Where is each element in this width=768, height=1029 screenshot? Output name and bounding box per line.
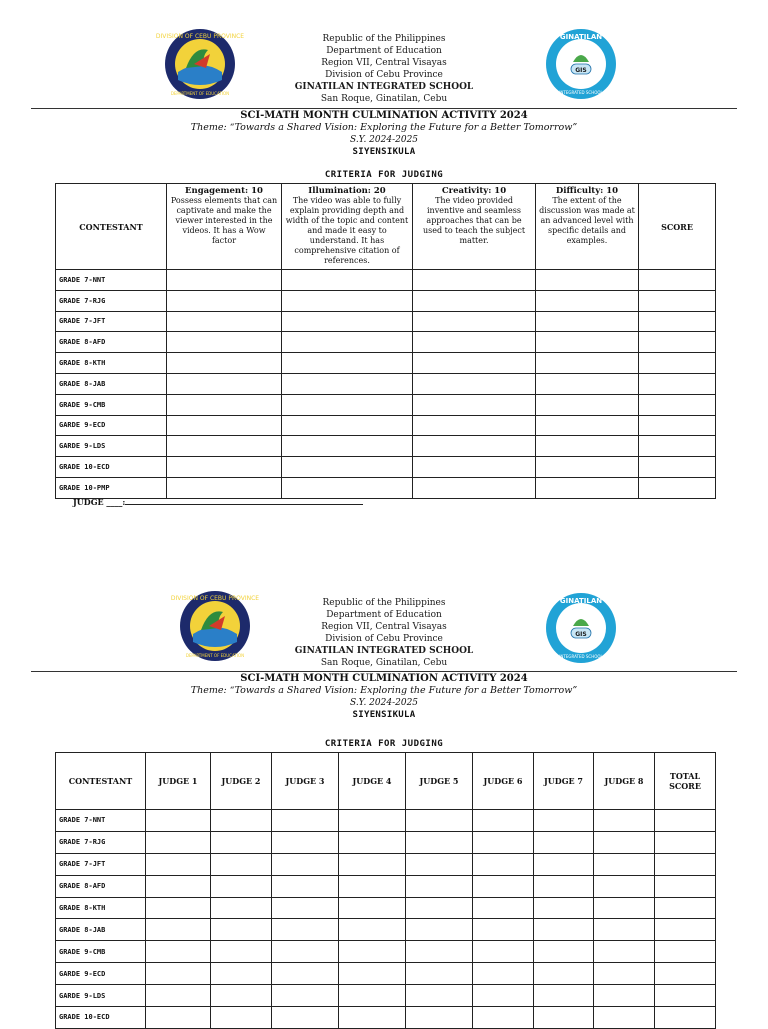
- score-cell[interactable]: [534, 963, 594, 985]
- judge-header: JUDGE 7: [534, 753, 594, 810]
- score-cell[interactable]: [167, 415, 282, 436]
- score-cell[interactable]: [282, 457, 413, 478]
- score-cell[interactable]: [167, 373, 282, 394]
- score-cell[interactable]: [272, 985, 339, 1007]
- table-row: [56, 415, 716, 436]
- score-cell[interactable]: [211, 963, 272, 985]
- score-cell[interactable]: [413, 373, 536, 394]
- score-cell[interactable]: [413, 290, 536, 311]
- score-cell[interactable]: [639, 290, 716, 311]
- score-cell[interactable]: [272, 897, 339, 919]
- contestant-label: GRADE 7-JFT: [56, 311, 167, 332]
- score-cell[interactable]: [339, 831, 406, 853]
- score-cell[interactable]: [534, 810, 594, 832]
- header-region: Region VII, Central Visayas: [321, 622, 447, 632]
- score-cell[interactable]: [272, 1007, 339, 1029]
- score-cell[interactable]: [655, 941, 716, 963]
- score-cell[interactable]: [272, 941, 339, 963]
- score-cell[interactable]: [534, 853, 594, 875]
- score-cell[interactable]: [339, 963, 406, 985]
- score-cell[interactable]: [282, 290, 413, 311]
- right-logo-bottom-text: INTEGRATED SCHOOL: [559, 90, 603, 95]
- score-cell[interactable]: [594, 853, 655, 875]
- score-cell[interactable]: [211, 853, 272, 875]
- score-cell[interactable]: [536, 477, 639, 498]
- table-row: [56, 457, 716, 478]
- table-row: [56, 290, 716, 311]
- score-cell[interactable]: [639, 415, 716, 436]
- score-cell[interactable]: [339, 897, 406, 919]
- score-cell[interactable]: [146, 810, 211, 832]
- score-cell[interactable]: [639, 394, 716, 415]
- contestant-label: GRADE 10-PMP: [56, 477, 167, 498]
- score-cell[interactable]: [339, 810, 406, 832]
- contestant-header: CONTESTANT: [56, 753, 146, 810]
- score-cell[interactable]: [406, 875, 473, 897]
- score-cell[interactable]: [282, 270, 413, 291]
- event-title: SCI-MATH MONTH CULMINATION ACTIVITY 2024: [240, 673, 528, 684]
- score-cell[interactable]: [534, 875, 594, 897]
- score-cell[interactable]: [146, 963, 211, 985]
- contestant-label: GRADE 7-JFT: [56, 853, 146, 875]
- score-cell[interactable]: [146, 831, 211, 853]
- score-cell[interactable]: [146, 853, 211, 875]
- header-republic: Republic of the Philippines: [322, 34, 446, 44]
- score-cell[interactable]: [167, 270, 282, 291]
- total-score-header: TOTAL SCORE: [655, 753, 716, 810]
- score-header: SCORE: [639, 184, 716, 270]
- score-cell[interactable]: [413, 436, 536, 457]
- header-address-block: [0, 33, 768, 105]
- judge-header: JUDGE 1: [146, 753, 211, 810]
- score-cell[interactable]: [406, 985, 473, 1007]
- score-cell[interactable]: [655, 897, 716, 919]
- score-cell[interactable]: [406, 831, 473, 853]
- table-row: [56, 436, 716, 457]
- contestant-label: GRADE 8-JAB: [56, 919, 146, 941]
- score-cell[interactable]: [536, 332, 639, 353]
- score-cell[interactable]: [272, 963, 339, 985]
- criteria-heading: CRITERIA FOR JUDGING: [324, 170, 444, 180]
- sheet2-title-block: [0, 673, 768, 721]
- header-deped: Department of Education: [326, 46, 442, 56]
- school-year: S.Y. 2024-2025: [349, 698, 419, 708]
- table-row: [56, 1007, 716, 1029]
- score-cell[interactable]: [167, 436, 282, 457]
- score-cell[interactable]: [536, 457, 639, 478]
- contestant-label: GARDE 9-LDS: [56, 985, 146, 1007]
- score-cell[interactable]: [639, 332, 716, 353]
- score-cell[interactable]: [639, 353, 716, 374]
- score-cell[interactable]: [639, 270, 716, 291]
- score-cell[interactable]: [339, 985, 406, 1007]
- judge-header: JUDGE 6: [473, 753, 534, 810]
- event-title: SCI-MATH MONTH CULMINATION ACTIVITY 2024: [240, 110, 528, 121]
- table-row: [56, 332, 716, 353]
- score-cell[interactable]: [473, 1007, 534, 1029]
- score-cell[interactable]: [594, 897, 655, 919]
- header-division: Division of Cebu Province: [325, 634, 443, 644]
- score-cell[interactable]: [167, 290, 282, 311]
- table-row: [56, 831, 716, 853]
- header-republic: Republic of the Philippines: [322, 598, 446, 608]
- score-cell[interactable]: [534, 1007, 594, 1029]
- contestant-label: GRADE 8-AFD: [56, 332, 167, 353]
- score-cell[interactable]: [655, 831, 716, 853]
- score-cell[interactable]: [146, 1007, 211, 1029]
- score-cell[interactable]: [167, 457, 282, 478]
- judge-name-field[interactable]: [125, 497, 363, 505]
- score-cell[interactable]: [339, 941, 406, 963]
- right-logo-bottom-text: INTEGRATED SCHOOL: [559, 654, 603, 659]
- score-cell[interactable]: [282, 436, 413, 457]
- score-cell[interactable]: [639, 373, 716, 394]
- score-cell[interactable]: [655, 985, 716, 1007]
- score-cell[interactable]: [272, 853, 339, 875]
- score-cell[interactable]: [639, 436, 716, 457]
- judge-label: JUDGE ____:: [73, 497, 126, 507]
- criterion-creativity: Creativity: 10 The video provided inventive and seamless approaches that can be used to teach the subject matter.: [413, 184, 536, 270]
- theme-text: Theme: “Towards a Shared Vision: Exploring the Future for a Better Tomorrow”: [190, 685, 578, 696]
- criterion-illumination: Illumination: 20 The video was able to fully explain providing depth and width of the topic and content and made it easy to understand. It has comprehensive citation of references.: [282, 184, 413, 270]
- score-cell[interactable]: [534, 919, 594, 941]
- contestant-label: GRADE 7-RJG: [56, 831, 146, 853]
- criterion-engagement: Engagement: 10 Possess elements that can captivate and make the viewer interested in the videos. It has a Wow factor: [167, 184, 282, 270]
- left-logo-top-text: DIVISION OF CEBU PROVINCE: [155, 33, 245, 40]
- score-cell[interactable]: [413, 394, 536, 415]
- score-cell[interactable]: [639, 457, 716, 478]
- score-cell[interactable]: [339, 919, 406, 941]
- score-cell[interactable]: [594, 1007, 655, 1029]
- score-cell[interactable]: [406, 1007, 473, 1029]
- header-region: Region VII, Central Visayas: [321, 58, 447, 68]
- score-cell[interactable]: [536, 311, 639, 332]
- score-cell[interactable]: [167, 311, 282, 332]
- score-cell[interactable]: [473, 810, 534, 832]
- contestant-label: GRADE 9-CMB: [56, 941, 146, 963]
- score-cell[interactable]: [146, 919, 211, 941]
- score-cell[interactable]: [536, 436, 639, 457]
- score-cell[interactable]: [167, 394, 282, 415]
- score-cell[interactable]: [536, 290, 639, 311]
- score-cell[interactable]: [413, 457, 536, 478]
- score-cell[interactable]: [167, 332, 282, 353]
- score-cell[interactable]: [534, 897, 594, 919]
- header-address-block: [0, 597, 768, 669]
- score-cell[interactable]: [282, 332, 413, 353]
- score-cell[interactable]: [406, 941, 473, 963]
- score-cell[interactable]: [655, 853, 716, 875]
- header-school-name: GINATILAN INTEGRATED SCHOOL: [294, 82, 474, 92]
- contestant-label: GRADE 8-JAB: [56, 373, 167, 394]
- header-deped: Department of Education: [326, 610, 442, 620]
- score-cell[interactable]: [211, 810, 272, 832]
- score-cell[interactable]: [655, 963, 716, 985]
- contestant-label: GRADE 7-RJG: [56, 290, 167, 311]
- score-cell[interactable]: [211, 897, 272, 919]
- score-cell[interactable]: [272, 875, 339, 897]
- contestant-label: GRADE 10-ECD: [56, 1007, 146, 1029]
- score-cell[interactable]: [413, 477, 536, 498]
- header-school-name: GINATILAN INTEGRATED SCHOOL: [294, 646, 474, 656]
- contestant-label: GARDE 9-LDS: [56, 436, 167, 457]
- score-cell[interactable]: [211, 831, 272, 853]
- score-cell[interactable]: [211, 985, 272, 1007]
- score-cell[interactable]: [339, 875, 406, 897]
- judge-header: JUDGE 4: [339, 753, 406, 810]
- score-cell[interactable]: [473, 985, 534, 1007]
- table-row: [56, 270, 716, 291]
- score-cell[interactable]: [282, 353, 413, 374]
- right-logo-top-text: GINATILAN: [559, 33, 603, 41]
- judge-header: JUDGE 5: [406, 753, 473, 810]
- score-cell[interactable]: [282, 477, 413, 498]
- score-cell[interactable]: [594, 810, 655, 832]
- score-cell[interactable]: [639, 311, 716, 332]
- score-cell[interactable]: [146, 897, 211, 919]
- score-cell[interactable]: [536, 353, 639, 374]
- activity-name: SIYENSIKULA: [352, 147, 416, 157]
- score-cell[interactable]: [167, 353, 282, 374]
- sheet1-title-block: [0, 110, 768, 158]
- score-cell[interactable]: [167, 477, 282, 498]
- score-cell[interactable]: [594, 985, 655, 1007]
- score-cell[interactable]: [282, 311, 413, 332]
- score-cell[interactable]: [339, 1007, 406, 1029]
- contestant-label: GRADE 8-AFD: [56, 875, 146, 897]
- score-cell[interactable]: [282, 415, 413, 436]
- score-cell[interactable]: [406, 963, 473, 985]
- judges-total-table: [55, 752, 716, 1029]
- score-cell[interactable]: [211, 919, 272, 941]
- score-cell[interactable]: [413, 311, 536, 332]
- score-cell[interactable]: [534, 831, 594, 853]
- contestant-label: GRADE 8-KTH: [56, 897, 146, 919]
- contestant-label: GRADE 7-NNT: [56, 270, 167, 291]
- table-row: [56, 853, 716, 875]
- table-row: [56, 941, 716, 963]
- score-cell[interactable]: [146, 875, 211, 897]
- score-cell[interactable]: [536, 415, 639, 436]
- table-row: [56, 897, 716, 919]
- judge-signature-line: [73, 497, 363, 507]
- table-row: [56, 963, 716, 985]
- right-logo-top-text: GINATILAN: [559, 597, 603, 605]
- score-cell[interactable]: [146, 985, 211, 1007]
- header-location: San Roque, Ginatilan, Cebu: [320, 94, 448, 104]
- criteria-score-table: [55, 183, 716, 499]
- header-divider: [31, 108, 737, 109]
- table-row: [56, 810, 716, 832]
- score-cell[interactable]: [655, 875, 716, 897]
- score-cell[interactable]: [272, 810, 339, 832]
- left-logo-bottom-text: DEPARTMENT OF EDUCATION: [170, 91, 230, 96]
- score-cell[interactable]: [655, 1007, 716, 1029]
- score-cell[interactable]: [594, 831, 655, 853]
- score-cell[interactable]: [211, 1007, 272, 1029]
- contestant-label: GRADE 10-ECD: [56, 457, 167, 478]
- table-row: [56, 394, 716, 415]
- score-cell[interactable]: [473, 853, 534, 875]
- contestant-header: CONTESTANT: [56, 184, 167, 270]
- score-cell[interactable]: [534, 941, 594, 963]
- score-cell[interactable]: [272, 831, 339, 853]
- score-cell[interactable]: [473, 963, 534, 985]
- score-cell[interactable]: [473, 897, 534, 919]
- activity-name: SIYENSIKULA: [352, 710, 416, 720]
- table-row: [56, 311, 716, 332]
- score-cell[interactable]: [536, 373, 639, 394]
- judge-header: JUDGE 2: [211, 753, 272, 810]
- header-divider: [31, 671, 737, 672]
- left-logo-bottom-text: DEPARTMENT OF EDUCATION: [185, 653, 245, 658]
- score-cell[interactable]: [406, 853, 473, 875]
- score-cell[interactable]: [406, 897, 473, 919]
- judge-header: JUDGE 8: [594, 753, 655, 810]
- score-cell[interactable]: [146, 941, 211, 963]
- score-cell[interactable]: [473, 941, 534, 963]
- score-cell[interactable]: [473, 875, 534, 897]
- score-cell[interactable]: [282, 394, 413, 415]
- score-cell[interactable]: [655, 810, 716, 832]
- score-cell[interactable]: [413, 332, 536, 353]
- score-cell[interactable]: [406, 919, 473, 941]
- school-year: S.Y. 2024-2025: [349, 135, 419, 145]
- header-division: Division of Cebu Province: [325, 70, 443, 80]
- score-cell[interactable]: [413, 270, 536, 291]
- contestant-label: GRADE 7-NNT: [56, 810, 146, 832]
- score-cell[interactable]: [639, 477, 716, 498]
- table-row: [56, 353, 716, 374]
- table-row: [56, 373, 716, 394]
- contestant-label: GRADE 9-CMB: [56, 394, 167, 415]
- score-cell[interactable]: [594, 941, 655, 963]
- contestant-label: GARDE 9-ECD: [56, 415, 167, 436]
- score-cell[interactable]: [413, 415, 536, 436]
- score-cell[interactable]: [594, 875, 655, 897]
- score-cell[interactable]: [473, 919, 534, 941]
- table-row: [56, 477, 716, 498]
- score-cell[interactable]: [282, 373, 413, 394]
- right-logo-gis-text: GIS: [575, 67, 587, 74]
- left-logo-top-text: DIVISION OF CEBU PROVINCE: [170, 595, 260, 602]
- score-cell[interactable]: [211, 941, 272, 963]
- criteria-heading: CRITERIA FOR JUDGING: [324, 739, 444, 749]
- right-logo-gis-text: GIS: [575, 631, 587, 638]
- score-cell[interactable]: [339, 853, 406, 875]
- score-cell[interactable]: [211, 875, 272, 897]
- score-cell[interactable]: [536, 394, 639, 415]
- table-row: [56, 875, 716, 897]
- score-cell[interactable]: [413, 353, 536, 374]
- score-cell[interactable]: [536, 270, 639, 291]
- score-cell[interactable]: [272, 919, 339, 941]
- score-cell[interactable]: [594, 919, 655, 941]
- header-location: San Roque, Ginatilan, Cebu: [320, 658, 448, 668]
- criterion-difficulty: Difficulty: 10 The extent of the discussion was made at an advanced level with specific details and examples.: [536, 184, 639, 270]
- score-cell[interactable]: [473, 831, 534, 853]
- table-row: [56, 985, 716, 1007]
- score-cell[interactable]: [406, 810, 473, 832]
- score-cell[interactable]: [534, 985, 594, 1007]
- score-cell[interactable]: [655, 919, 716, 941]
- table-row: [56, 919, 716, 941]
- contestant-label: GRADE 8-KTH: [56, 353, 167, 374]
- judge-header: JUDGE 3: [272, 753, 339, 810]
- score-cell[interactable]: [594, 963, 655, 985]
- contestant-label: GARDE 9-ECD: [56, 963, 146, 985]
- theme-text: Theme: “Towards a Shared Vision: Exploring the Future for a Better Tomorrow”: [190, 122, 578, 133]
